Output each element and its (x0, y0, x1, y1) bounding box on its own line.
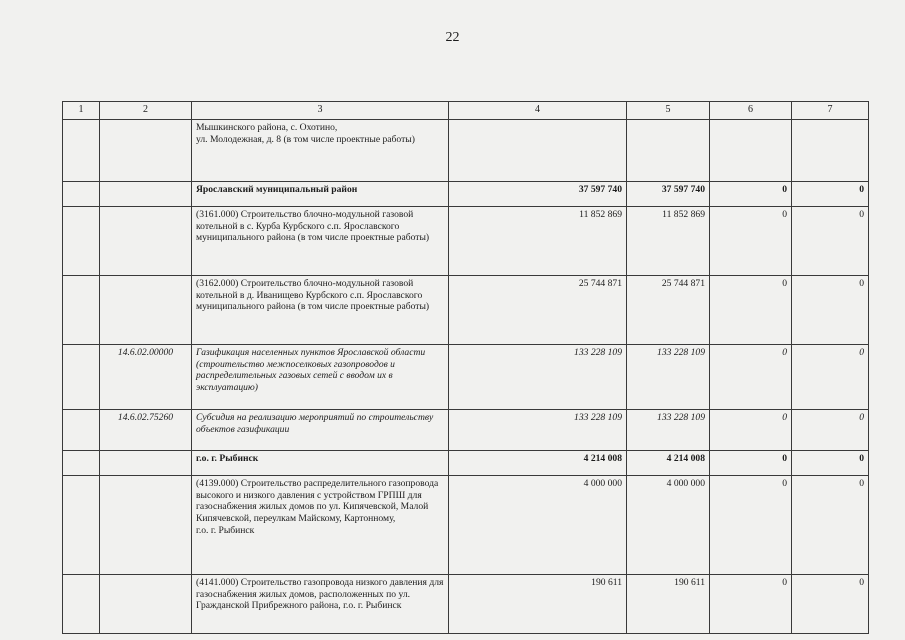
cell-code (100, 575, 192, 634)
cell-amount-col4: 11 852 869 (449, 207, 627, 276)
cell-amount-col6: 0 (710, 476, 792, 575)
cell-col1 (63, 120, 100, 182)
cell-amount-col7 (792, 120, 869, 182)
cell-description: (4139.000) Строительство распределительного газопровода высокого и низкого давления с устройством ГРПШ для газоснабжения жилых домов по ул. Кипячевской, Малой Кипячевской, переулкам Майскому, Картонному, г.о. г. Рыбинск (192, 476, 449, 575)
cell-amount-col7: 0 (792, 451, 869, 476)
cell-amount-col7: 0 (792, 207, 869, 276)
cell-description: Газификация населенных пунктов Ярославской области (строительство межпоселковых газопроводов и распределительных газовых сетей с вводом их в эксплуатацию) (192, 345, 449, 410)
cell-amount-col6: 0 (710, 207, 792, 276)
cell-amount-col5: 4 214 008 (627, 451, 710, 476)
table-body (63, 102, 869, 634)
table-row (63, 182, 869, 207)
cell-amount-col6 (710, 120, 792, 182)
cell-code (100, 120, 192, 182)
cell-col1 (63, 345, 100, 410)
table-row (63, 345, 869, 410)
cell-amount-col5: 25 744 871 (627, 276, 710, 345)
page-number: 22 (445, 30, 460, 45)
cell-amount-col6: 0 (710, 182, 792, 207)
cell-amount-col6: 0 (710, 410, 792, 451)
cell-description: Мышкинского района, с. Охотино, ул. Молодежная, д. 8 (в том числе проектные работы) (192, 120, 449, 182)
cell-description: Субсидия на реализацию мероприятий по строительству объектов газификации (192, 410, 449, 451)
cell-col1 (63, 182, 100, 207)
cell-code (100, 451, 192, 476)
cell-code: 14.6.02.00000 (100, 345, 192, 410)
cell-code: 14.6.02.75260 (100, 410, 192, 451)
table-row (63, 410, 869, 451)
header-cell-col7: 7 (792, 102, 869, 120)
cell-amount-col5: 133 228 109 (627, 345, 710, 410)
cell-amount-col4: 133 228 109 (449, 345, 627, 410)
cell-description: (4141.000) Строительство газопровода низкого давления для газоснабжения жилых домов, расположенных по ул. Гражданской Прибрежного района, г.о. г. Рыбинск (192, 575, 449, 634)
cell-amount-col6: 0 (710, 345, 792, 410)
cell-amount-col5: 37 597 740 (627, 182, 710, 207)
budget-table (62, 101, 869, 634)
cell-amount-col7: 0 (792, 575, 869, 634)
cell-amount-col4: 4 000 000 (449, 476, 627, 575)
cell-code (100, 476, 192, 575)
cell-description: г.о. г. Рыбинск (192, 451, 449, 476)
cell-amount-col4: 37 597 740 (449, 182, 627, 207)
cell-col1 (63, 575, 100, 634)
cell-amount-col6: 0 (710, 276, 792, 345)
cell-amount-col5 (627, 120, 710, 182)
header-cell-col3: 3 (192, 102, 449, 120)
cell-amount-col7: 0 (792, 410, 869, 451)
cell-description: Ярославский муниципальный район (192, 182, 449, 207)
cell-amount-col6: 0 (710, 575, 792, 634)
table-row (63, 451, 869, 476)
cell-description: (3162.000) Строительство блочно-модульной газовой котельной в д. Иванищево Курбского с.п. Ярославского муниципального района (в том числе проектные работы) (192, 276, 449, 345)
cell-amount-col5: 4 000 000 (627, 476, 710, 575)
cell-amount-col6: 0 (710, 451, 792, 476)
cell-code (100, 276, 192, 345)
header-cell-col5: 5 (627, 102, 710, 120)
header-cell-col6: 6 (710, 102, 792, 120)
cell-col1 (63, 451, 100, 476)
cell-amount-col7: 0 (792, 182, 869, 207)
cell-amount-col4 (449, 120, 627, 182)
cell-col1 (63, 410, 100, 451)
cell-col1 (63, 207, 100, 276)
cell-amount-col5: 133 228 109 (627, 410, 710, 451)
table-row (63, 207, 869, 276)
cell-col1 (63, 276, 100, 345)
cell-col1 (63, 476, 100, 575)
table-row (63, 575, 869, 634)
cell-amount-col7: 0 (792, 476, 869, 575)
table-row (63, 276, 869, 345)
header-row (63, 102, 869, 120)
cell-amount-col4: 25 744 871 (449, 276, 627, 345)
cell-description: (3161.000) Строительство блочно-модульной газовой котельной в с. Курба Курбского с.п. Ярославского муниципального района (в том числе проектные работы) (192, 207, 449, 276)
cell-amount-col4: 4 214 008 (449, 451, 627, 476)
table-row (63, 120, 869, 182)
header-cell-col1: 1 (63, 102, 100, 120)
cell-amount-col5: 11 852 869 (627, 207, 710, 276)
cell-code (100, 182, 192, 207)
cell-amount-col4: 133 228 109 (449, 410, 627, 451)
cell-amount-col7: 0 (792, 345, 869, 410)
cell-amount-col5: 190 611 (627, 575, 710, 634)
cell-code (100, 207, 192, 276)
header-cell-col4: 4 (449, 102, 627, 120)
header-cell-col2: 2 (100, 102, 192, 120)
table-row (63, 476, 869, 575)
cell-amount-col4: 190 611 (449, 575, 627, 634)
cell-amount-col7: 0 (792, 276, 869, 345)
